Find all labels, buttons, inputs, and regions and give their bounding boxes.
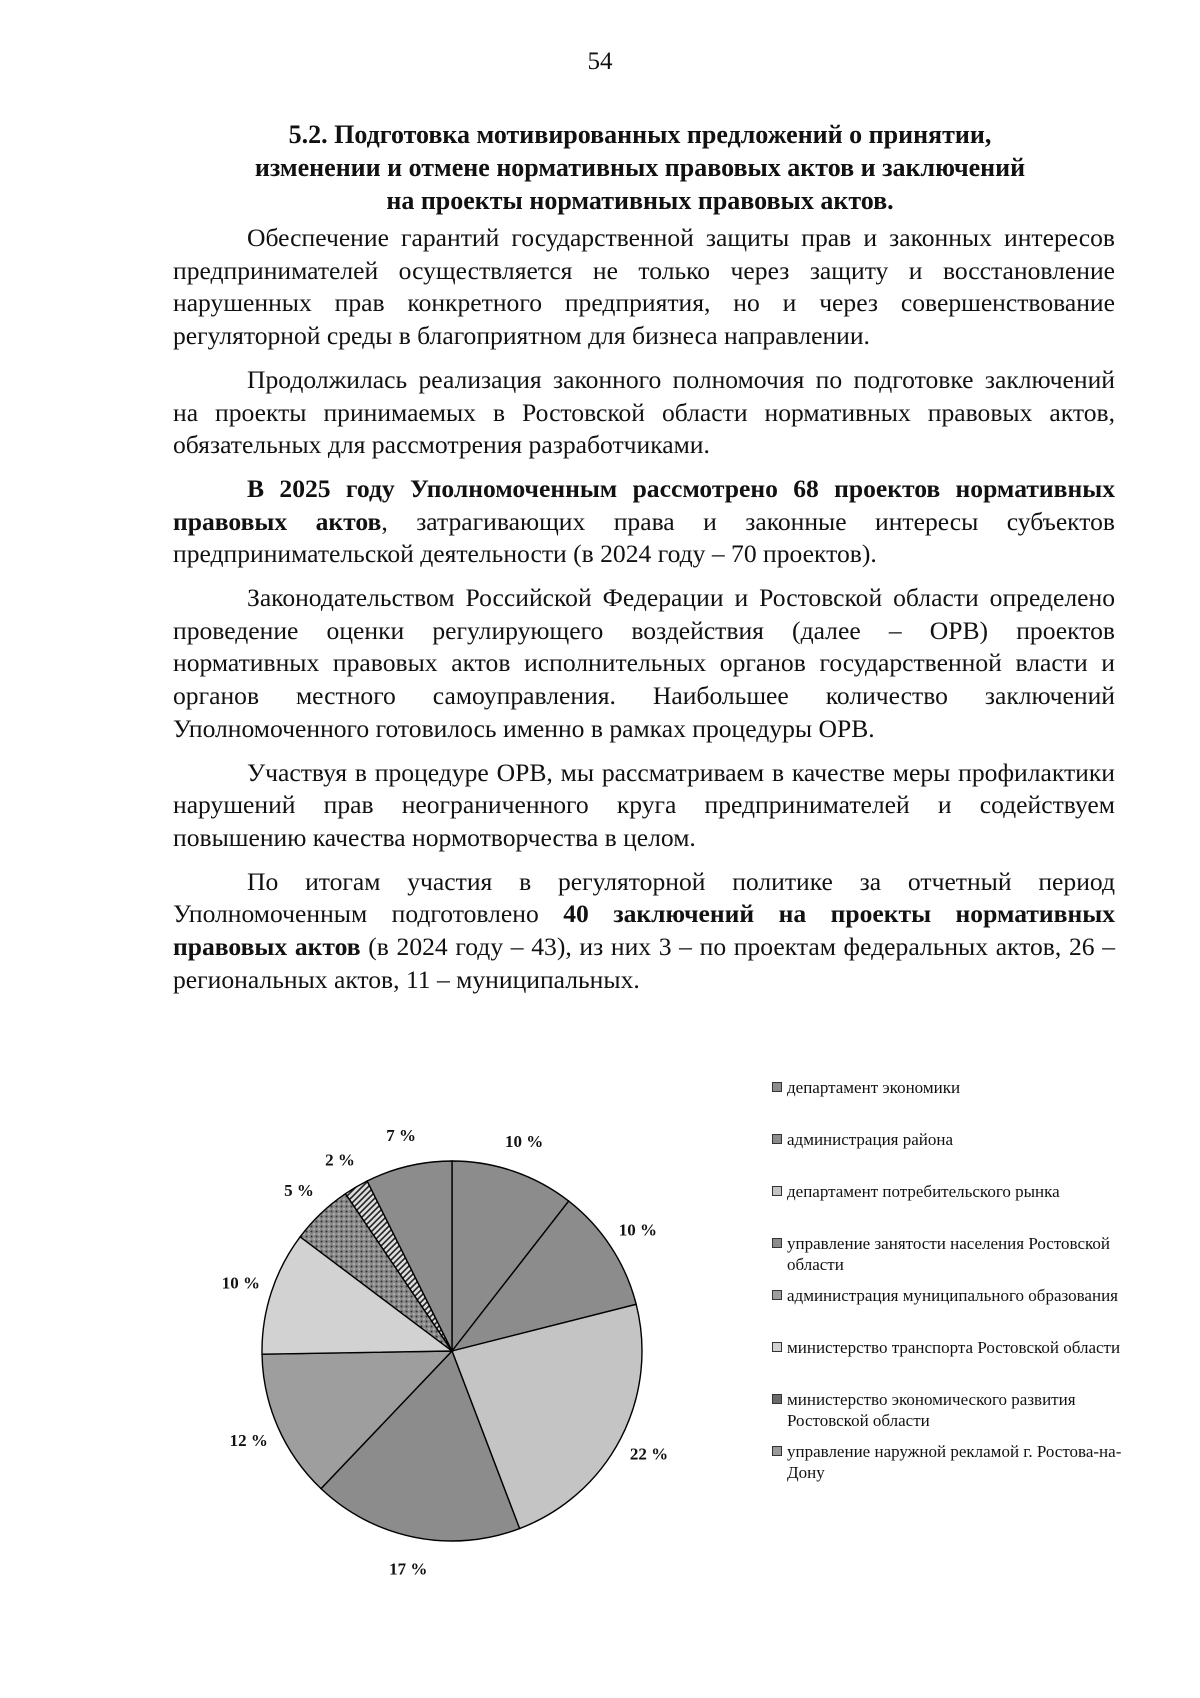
text-run: , затрагивающих права и законные интересы субъектов предпринимательской деятельности (в 2024 году – 70 проектов). — [173, 506, 1116, 569]
paragraph — [173, 866, 1115, 997]
pie-chart-svg — [200, 1055, 760, 1595]
pie-chart — [200, 1055, 1120, 1595]
slice-label: 22 % — [629, 1444, 669, 1464]
slice-label: 2 % — [325, 1150, 355, 1170]
legend-swatch — [772, 1238, 782, 1248]
bold-text: В 2025 году Уполномоченным рассмотрено 68 проектов нормативных правовых актов — [173, 473, 1115, 536]
text-run: По итогам участия в регуляторной политике за отчетный период Уполномоченным подготовлено — [173, 866, 1115, 929]
legend-item — [772, 1129, 1127, 1150]
legend-label: департамент экономики — [787, 1078, 961, 1097]
legend-item — [772, 1285, 1127, 1306]
legend-item — [772, 1337, 1127, 1358]
legend-item — [772, 1441, 1127, 1483]
legend-swatch — [772, 1082, 782, 1092]
page-number: 54 — [587, 48, 613, 75]
body-text — [173, 222, 1115, 1007]
section-heading — [140, 118, 1140, 217]
slice-label: 7 % — [386, 1125, 416, 1145]
bold-text: 40 заключений на проекты нормативных правовых актов — [173, 899, 1115, 962]
slice-label: 10 % — [221, 1273, 260, 1293]
legend-item — [772, 1077, 1127, 1098]
slice-label: 5 % — [284, 1181, 314, 1201]
text-run: Продолжилась реализация законного полномочия по подготовке заключений на проекты принимаемых в Ростовской области нормативных правовых актов, обязательных для рассмотрения разработчиками. — [173, 364, 1115, 460]
legend-swatch — [772, 1134, 782, 1144]
legend-item — [772, 1233, 1127, 1275]
paragraph — [173, 364, 1115, 462]
legend-swatch — [772, 1290, 782, 1300]
legend-label: департамент потребительского рынка — [787, 1182, 1060, 1201]
slice-label: 10 % — [618, 1220, 657, 1240]
legend-swatch — [772, 1394, 782, 1404]
legend-item — [772, 1389, 1127, 1431]
text-run: (в 2024 году – 43), из них 3 – по проектам федеральных актов, 26 – региональных актов, 11 – муниципальных. — [173, 932, 1116, 994]
legend-label: управление занятости населения Ростовской области — [787, 1234, 1110, 1274]
legend-swatch — [772, 1446, 782, 1456]
slice-label: 12 % — [229, 1431, 268, 1451]
paragraph — [173, 582, 1115, 746]
legend-label: администрация района — [787, 1130, 954, 1149]
legend-label: министерство транспорта Ростовской области — [787, 1338, 1121, 1357]
legend-swatch — [772, 1186, 782, 1196]
legend-label: министерство экономического развития Ростовской области — [787, 1390, 1076, 1430]
legend-swatch — [772, 1342, 782, 1352]
text-run: Участвуя в процедуре ОРВ, мы рассматриваем в качестве меры профилактики нарушений прав неограниченного круга предпринимателей и содействуем повышению качества нормотворчества в целом. — [173, 757, 1115, 852]
text-run: Законодательством Российской Федерации и Ростовской области определено проведение оценки регулирующего воздействия (далее – ОРВ) проектов нормативных правовых актов исполнительных органов государственной власти и органов местного самоуправления. Наибольшее количество заключений Уполномоченного готовилось именно в рамках процедуры ОРВ. — [173, 583, 1115, 743]
legend-item — [772, 1181, 1127, 1202]
text-run: Обеспечение гарантий государственной защиты прав и законных интересов предпринимателей осуществляется не только через защиту и восстановление нарушенных прав конкретного предприятия, но и через совершенствование регуляторной среды в благоприятном для бизнеса направлении. — [173, 223, 1115, 351]
slice-label: 17 % — [389, 1559, 428, 1579]
legend-label: администрация муниципального образования — [787, 1286, 1118, 1305]
paragraph — [173, 473, 1115, 571]
heading-line: изменении и отмене нормативных правовых актов и заключений — [254, 153, 1026, 182]
legend-label: управление наружной рекламой г. Ростова-на-Дону — [787, 1442, 1122, 1482]
paragraph — [173, 757, 1115, 855]
heading-line: на проекты нормативных правовых актов. — [386, 186, 894, 215]
paragraph — [173, 222, 1115, 353]
heading-line: 5.2. Подготовка мотивированных предложений о принятии, — [288, 120, 992, 149]
slice-label: 10 % — [504, 1132, 544, 1152]
